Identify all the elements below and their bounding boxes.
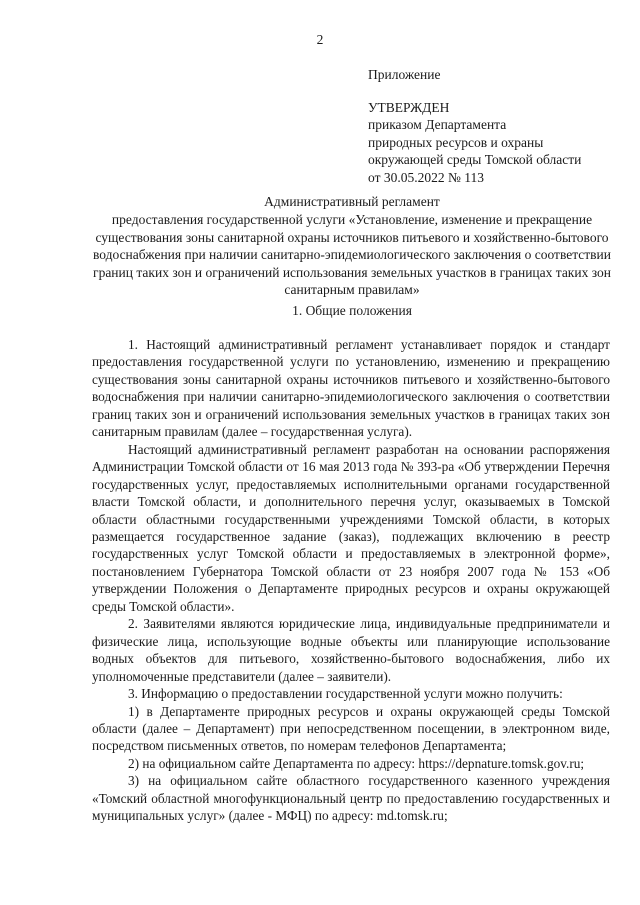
paragraph: 1) в Департаменте природных ресурсов и охраны окружающей среды Томской области (далее – Департамент) при непосредственном посещении, в электронном виде, посредством письменных ответов, по номерам телефонов Департамента; — [92, 703, 610, 754]
document-body — [92, 336, 610, 825]
document-subtitle: предоставления государственной услуги «Установление, изменение и прекращение существования зоны санитарной охраны источников питьевого и хозяйственно-бытового водоснабжения при наличии санитарно-эпидемиологического заключения о соответствии границ таких зон и ограничений использования земельных участков в границах таких зон санитарным правилам» — [92, 212, 612, 298]
paragraph: 1. Настоящий административный регламент устанавливает порядок и стандарт предоставления государственной услуги по установлению, изменению и прекращению существования зоны санитарной охраны источников питьевого и хозяйственно-бытового водоснабжения при наличии санитарно-эпидемиологического заключения о соответствии границ таких зон и ограничений использования земельных участков в границах таких зон санитарным правилам (далее – государственная услуга). — [92, 337, 610, 440]
section-heading: 1. Общие положения — [292, 303, 412, 318]
appendix-label: Приложение — [368, 67, 441, 82]
paragraph: 3) на официальном сайте областного государственного казенного учреждения «Томский областной многофункциональный центр по предоставлению государственных и муниципальных услуг» (далее - МФЦ) по адресу: md.tomsk.ru; — [92, 773, 610, 824]
approved-label: УТВЕРЖДЕН — [368, 99, 450, 115]
paragraph: 2) на официальном сайте Департамента по адресу: https://depnature.tomsk.gov.ru; — [128, 755, 585, 771]
paragraph: Настоящий административный регламент разработан на основании распоряжения Администрации Томской области от 16 мая 2013 года № 393-ра «Об утверждении Перечня государственных услуг, предоставляемых исполнительными органами государственной власти Томской области, и дополнительного перечня услуг, оказываемых в Томской области областными государственными учреждениями Томской области, в которых размещается государственное задание (заказ), подлежащих включению в реестр государственных услуг Томской области и предоставляемых в электронной форме», постановлением Губернатора Томской области от 23 ноября 2007 года № 153 «Об утверждении Положения о Департаменте природных ресурсов и охраны окружающей среды Томской области». — [92, 441, 610, 614]
approval-line: окружающей среды Томской области — [368, 152, 582, 167]
paragraph: 3. Информацию о предоставлении государственной услуги можно получить: — [128, 686, 563, 702]
approval-line: природных ресурсов и охраны — [368, 134, 544, 150]
paragraph: 2. Заявителями являются юридические лица, индивидуальные предприниматели и физические лица, использующие водные объекты или планирующие использование водных объектов для питьевого, хозяйственно-бытового водоснабжения, либо их уполномоченные представители (далее – заявители). — [92, 616, 610, 684]
approval-line: приказом Департамента — [368, 117, 507, 132]
document-title: Административный регламент — [264, 194, 440, 209]
page-number: 2 — [316, 32, 324, 47]
approval-block — [368, 66, 628, 186]
approval-date: от 30.05.2022 № 113 — [368, 169, 484, 185]
